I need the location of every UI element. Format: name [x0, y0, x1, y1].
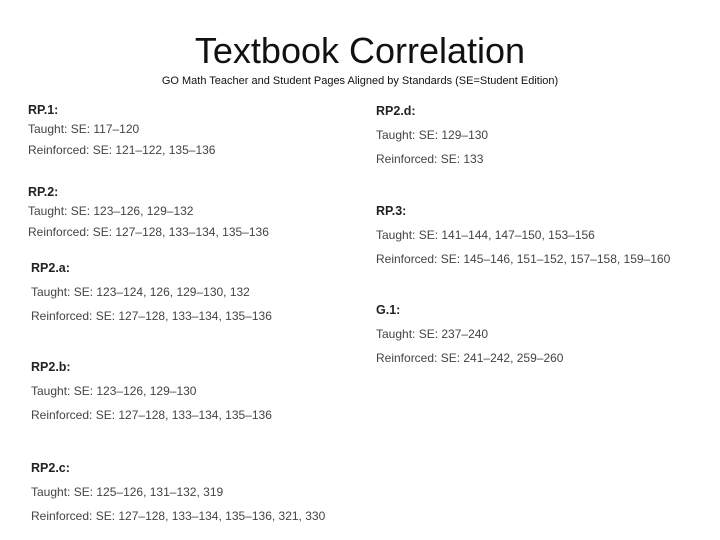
reinforced-line: Reinforced: SE: 145–146, 151–152, 157–158, 159–160 — [376, 252, 671, 266]
taught-line: Taught: SE: 141–144, 147–150, 153–156 — [376, 228, 595, 242]
standard-block-rp2d — [376, 104, 488, 166]
taught-line: Taught: SE: 123–126, 129–132 — [28, 204, 194, 218]
taught-line: Taught: SE: 237–240 — [376, 327, 489, 341]
standard-code: RP2.a: — [31, 261, 70, 275]
standard-block-rp2a — [31, 261, 272, 323]
standard-block-rp2 — [28, 185, 269, 239]
standard-block-rp2b — [31, 360, 272, 422]
reinforced-line: Reinforced: SE: 241–242, 259–260 — [376, 351, 564, 365]
taught-line: Taught: SE: 129–130 — [376, 128, 489, 142]
taught-line: Taught: SE: 125–126, 131–132, 319 — [31, 485, 224, 499]
reinforced-line: Reinforced: SE: 121–122, 135–136 — [28, 143, 216, 157]
standard-block-g1 — [376, 303, 563, 365]
reinforced-line: Reinforced: SE: 127–128, 133–134, 135–136 — [28, 225, 269, 239]
standard-block-rp2c — [31, 461, 325, 523]
standard-block-rp1 — [28, 103, 215, 157]
reinforced-line: Reinforced: SE: 133 — [376, 152, 484, 166]
reinforced-line: Reinforced: SE: 127–128, 133–134, 135–136 — [31, 408, 272, 422]
reinforced-line: Reinforced: SE: 127–128, 133–134, 135–136, 321, 330 — [31, 509, 326, 523]
reinforced-line: Reinforced: SE: 127–128, 133–134, 135–136 — [31, 309, 272, 323]
standard-code: G.1: — [376, 303, 401, 317]
standard-code: RP.1: — [28, 103, 59, 117]
taught-line: Taught: SE: 123–126, 129–130 — [31, 384, 197, 398]
standard-code: RP2.d: — [376, 104, 416, 118]
page-subtitle: GO Math Teacher and Student Pages Aligned by Standards (SE=Student Edition) — [161, 75, 559, 87]
standard-block-rp3 — [376, 204, 670, 266]
standard-code: RP.3: — [376, 204, 407, 218]
page-title: Textbook Correlation — [194, 30, 526, 71]
standard-code: RP2.c: — [31, 461, 70, 475]
taught-line: Taught: SE: 123–124, 126, 129–130, 132 — [31, 285, 250, 299]
standard-code: RP.2: — [28, 185, 59, 199]
taught-line: Taught: SE: 117–120 — [28, 122, 140, 136]
standard-code: RP2.b: — [31, 360, 71, 374]
